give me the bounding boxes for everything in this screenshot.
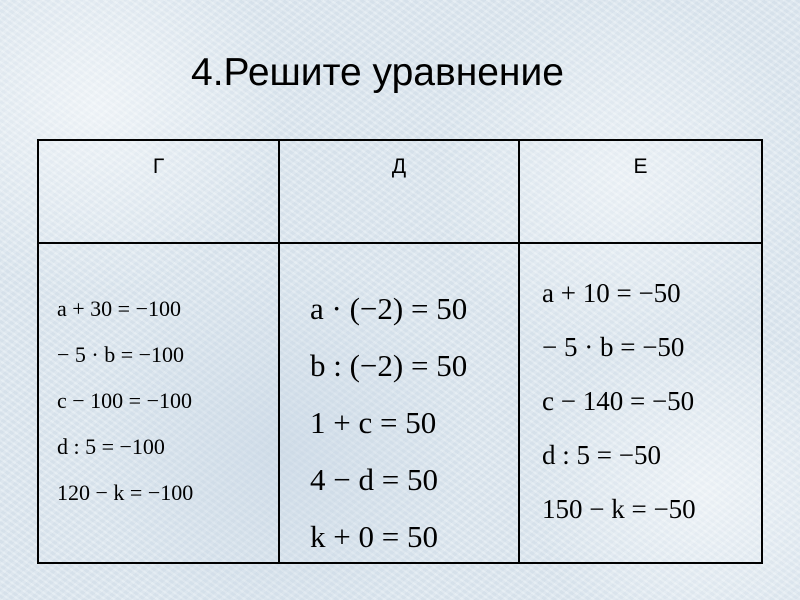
equation: d : 5 = −50 [542,440,661,470]
cell-e [519,243,762,563]
slide-title: 4.Решите уравнение [191,51,564,94]
equation: b : (−2) = 50 [310,348,468,383]
equation: c − 140 = −50 [542,386,695,416]
equation: a + 30 = −100 [57,296,181,321]
equation: a + 10 = −50 [542,278,681,308]
equation-list-g [57,286,193,516]
equation: c − 100 = −100 [57,388,192,413]
equation-list-e [542,266,696,536]
equation: k + 0 = 50 [310,519,438,554]
equation: 4 − d = 50 [310,462,438,497]
equation: − 5 · b = −50 [542,332,685,362]
equation: 1 + c = 50 [310,405,437,440]
equation: − 5 · b = −100 [57,342,185,367]
equation-list-d [310,280,467,565]
equations-table [37,139,763,564]
header-e: Е [519,140,762,243]
equation: d : 5 = −100 [57,434,165,459]
equation: 150 − k = −50 [542,494,696,524]
equation: a · (−2) = 50 [310,291,468,326]
header-g: Г [38,140,279,243]
cell-g [38,243,279,563]
cell-d [279,243,519,563]
table-body-row [38,243,762,563]
table-header-row [38,140,762,243]
equation: 120 − k = −100 [57,480,194,505]
header-d: Д [279,140,519,243]
